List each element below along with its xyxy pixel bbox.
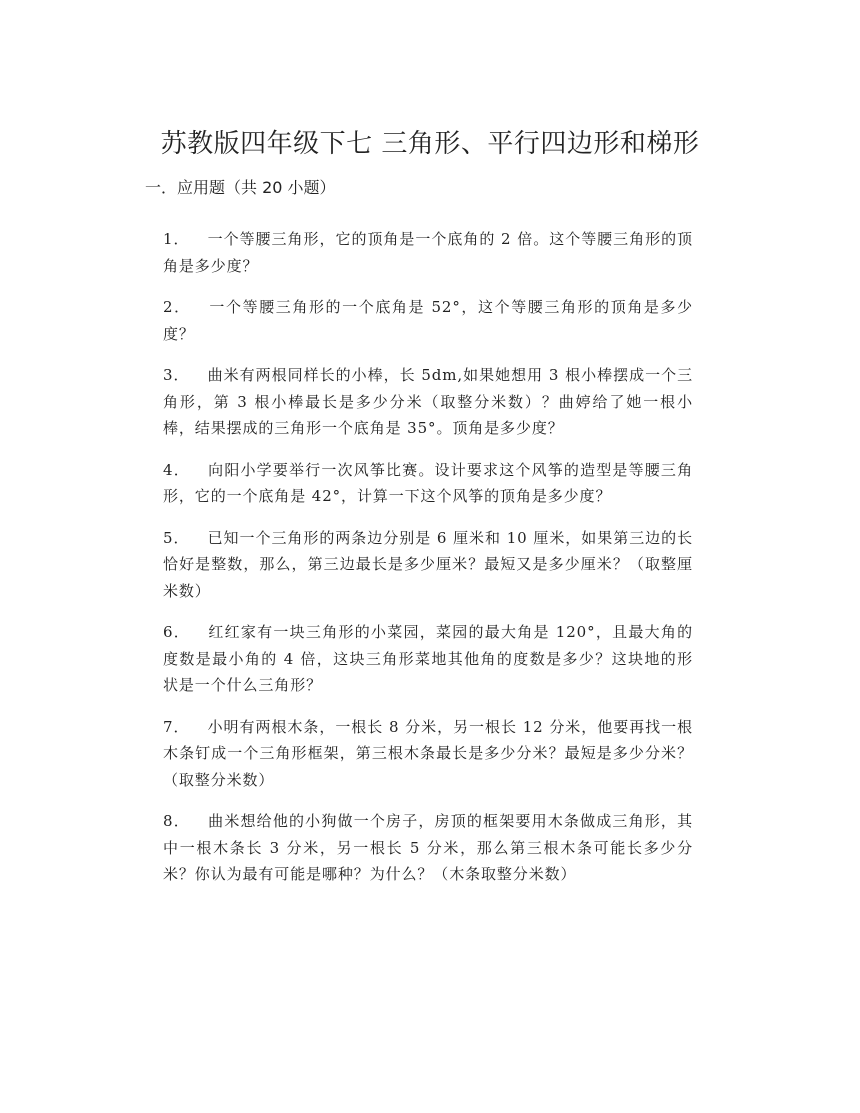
question-number: 1． (163, 230, 190, 248)
question-text: 一个等腰三角形，它的顶角是一个底角的 2 倍。这个等腰三角形的顶角是多少度？ (163, 230, 693, 275)
question-text: 小明有两根木条，一根长 8 分米，另一根长 12 分米，他要再找一根木条钉成一个三角形框架，第三根木条最长是多少分米？最短是多少分米？（取整分米数） (163, 717, 694, 789)
question-text: 一个等腰三角形的一个底角是 52°，这个等腰三角形的顶角是多少度？ (163, 298, 694, 343)
question-text: 红红家有一块三角形的小菜园，菜园的最大角是 120°，且最大角的度数是最小角的 4 倍，这块三角形菜地其他角的度数是多少？这块地的形状是一个什么三角形？ (163, 623, 694, 694)
question-number: 7． (163, 717, 190, 736)
question-item (163, 619, 693, 699)
question-number: 2． (163, 298, 191, 316)
question-number: 6． (163, 623, 191, 641)
question-item (163, 362, 693, 442)
question-text: 向阳小学要举行一次风筝比赛。设计要求这个风筝的造型是等腰三角形，它的一个底角是 42°，计算一下这个风筝的顶角是多少度？ (163, 460, 693, 505)
question-text: 曲米想给他的小狗做一个房子，房顶的框架要用木条做成三角形，其中一根木条长 3 分米，另一根长 5 分米，那么第三根木条可能长多少分米？你认为最有可能是哪种？为什么？（木条取整分米数） (163, 812, 693, 883)
question-number: 8． (163, 812, 190, 830)
question-item (163, 294, 693, 347)
question-item (163, 226, 693, 279)
question-text: 已知一个三角形的两条边分别是 6 厘米和 10 厘米，如果第三边的长恰好是整数，那么，第三边最长是多少厘米？最短又是多少厘米？（取整厘米数） (163, 528, 694, 600)
question-number: 3． (163, 366, 190, 384)
question-list (163, 226, 693, 903)
question-text: 曲米有两根同样长的小棒，长 5dm,如果她想用 3 根小棒摆成一个三角形，第 3 根小棒最长是多少分米（取整分米数）？曲婷给了她一根小棒，结果摆成的三角形一个底角是 35°。顶角是多少度？ (163, 366, 694, 437)
question-number: 4． (163, 460, 190, 479)
question-item (163, 808, 693, 888)
question-item (163, 457, 693, 510)
question-item (163, 525, 693, 605)
document-title: 苏教版四年级下七 三角形、平行四边形和梯形 (160, 129, 700, 159)
question-item (163, 714, 693, 794)
section-heading: 一．应用题（共 20 小题） (145, 178, 336, 197)
question-number: 5． (163, 528, 190, 547)
